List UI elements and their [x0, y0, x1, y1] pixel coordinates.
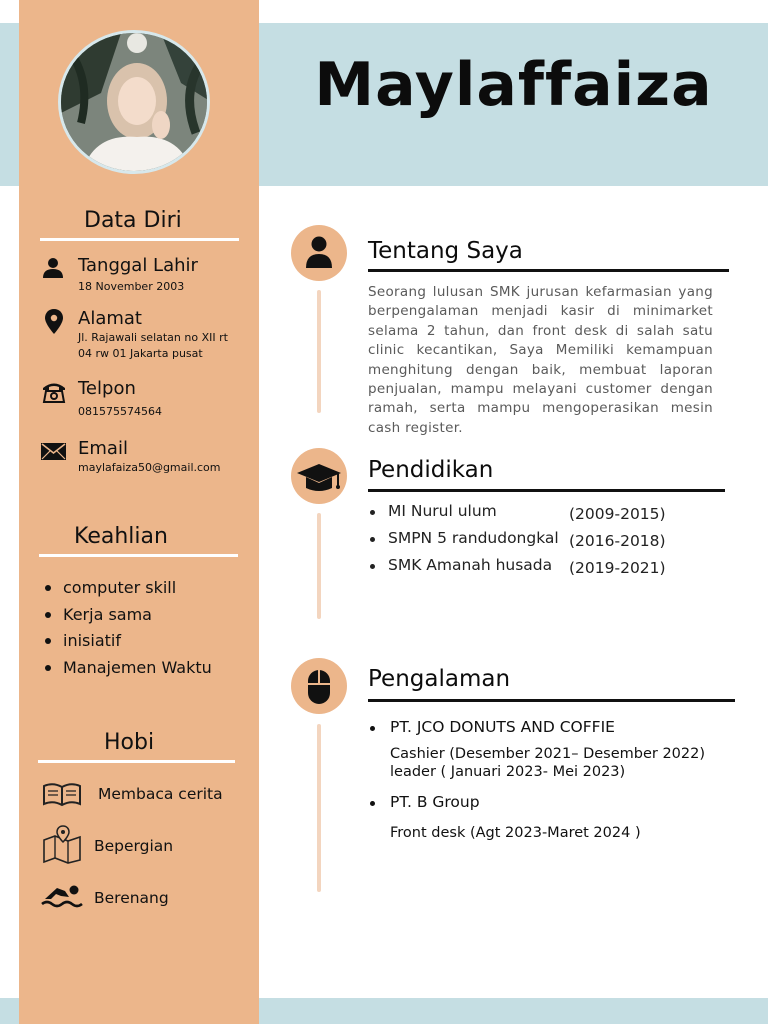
- bullet: [370, 564, 375, 569]
- education-icon-circle: [291, 448, 347, 504]
- tentang-saya-rule: [368, 269, 729, 272]
- telephone-icon: [42, 380, 66, 403]
- company-name: PT. JCO DONUTS AND COFFIE: [390, 718, 615, 736]
- school-name: SMK Amanah husada: [388, 556, 553, 574]
- keahlian-heading: Keahlian: [74, 524, 168, 549]
- telpon-value: 081575574564: [78, 405, 162, 418]
- alamat-label: Alamat: [78, 308, 142, 329]
- school-years: (2019-2021): [569, 559, 666, 577]
- school-years: (2009-2015): [569, 505, 666, 523]
- school-name: MI Nurul ulum: [388, 502, 497, 520]
- skill-item: Kerja sama: [43, 603, 212, 630]
- pendidikan-rule: [368, 489, 725, 492]
- data-diri-heading: Data Diri: [84, 208, 182, 233]
- graduation-cap-icon: [291, 448, 347, 504]
- skill-item: Manajemen Waktu: [43, 656, 212, 683]
- pengalaman-heading: Pengalaman: [368, 666, 511, 692]
- data-diri-rule: [40, 238, 239, 241]
- location-pin-icon: [45, 309, 63, 334]
- company-name: PT. B Group: [390, 793, 480, 811]
- timeline-segment: [317, 724, 321, 892]
- skill-item: computer skill: [43, 576, 212, 603]
- tanggal-lahir-value: 18 November 2003: [78, 280, 185, 293]
- about-text: Seorang lulusan SMK jurusan kefarmasian yang berpengalaman menjadi kasir di minimarket selama 2 tahun, dan front desk di salah satu clinic kecantikan, Saya Memiliki kemampuan menghitung dengan baik, membuat laporan penjualan, mampu melayani customer dengan ramah, serta mampu mengoperasikan mesin cash register.: [368, 284, 713, 436]
- hobi-heading: Hobi: [104, 730, 155, 755]
- job-role: leader ( Januari 2023- Mei 2023): [390, 764, 626, 780]
- hobby-label: Bepergian: [94, 837, 174, 855]
- name-title: Maylaffaiza: [314, 50, 713, 120]
- job-role: Cashier (Desember 2021– Desember 2022): [390, 746, 706, 762]
- person-icon: [291, 225, 347, 281]
- job-role: Front desk (Agt 2023-Maret 2024 ): [390, 825, 641, 841]
- tentang-saya-heading: Tentang Saya: [368, 238, 523, 264]
- telpon-label: Telpon: [78, 378, 136, 399]
- about-icon-circle: [291, 225, 347, 281]
- school-name: SMPN 5 randudongkal: [388, 529, 559, 547]
- bullet: [370, 726, 375, 731]
- skills-list: [43, 576, 212, 683]
- mouse-icon: [291, 658, 347, 714]
- hobby-label: Berenang: [94, 889, 169, 907]
- skill-item: inisiatif: [43, 629, 212, 656]
- person-icon: [42, 257, 64, 278]
- timeline-segment: [317, 513, 321, 619]
- tanggal-lahir-label: Tanggal Lahir: [78, 255, 198, 276]
- bullet: [370, 801, 375, 806]
- email-label: Email: [78, 438, 128, 459]
- bullet: [370, 510, 375, 515]
- book-icon: [42, 782, 82, 808]
- envelope-icon: [41, 443, 66, 460]
- swimmer-icon: [41, 882, 83, 910]
- experience-icon-circle: [291, 658, 347, 714]
- alamat-line-1: Jl. Rajawali selatan no XII rt: [78, 331, 228, 344]
- bullet: [370, 537, 375, 542]
- pendidikan-heading: Pendidikan: [368, 457, 494, 483]
- timeline-segment: [317, 290, 321, 413]
- email-value: maylafaiza50@gmail.com: [78, 461, 221, 474]
- profile-photo: [58, 30, 210, 174]
- keahlian-rule: [39, 554, 238, 557]
- alamat-line-2: 04 rw 01 Jakarta pusat: [78, 347, 203, 360]
- pengalaman-rule: [368, 699, 735, 702]
- school-years: (2016-2018): [569, 532, 666, 550]
- map-icon: [42, 824, 82, 864]
- hobi-rule: [38, 760, 235, 763]
- hobby-label: Membaca cerita: [98, 785, 223, 803]
